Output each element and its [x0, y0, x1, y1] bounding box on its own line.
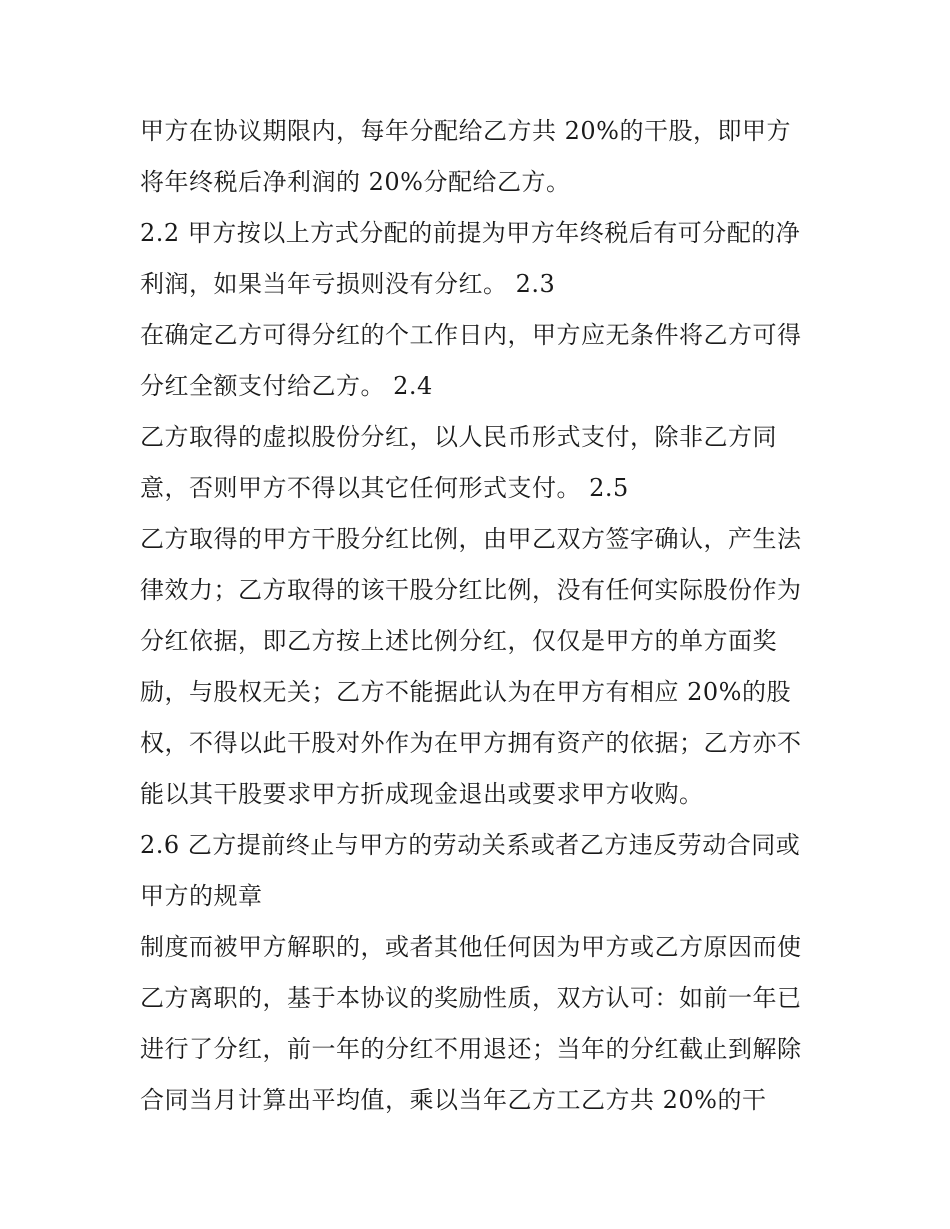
- text-line-12: 励，与股权无关；乙方不能据此认为在甲方有相应 20%的股: [140, 678, 791, 706]
- text-line-5: 在确定乙方可得分红的个工作日内，甲方应无条件将乙方可得: [140, 321, 802, 349]
- text-line-20: 合同当月计算出平均值，乘以当年乙方工乙方共 20%的干: [140, 1086, 767, 1114]
- text-line-6: 分红全额支付给乙方。 2.4: [140, 372, 433, 400]
- text-line-3: 2.2 甲方按以上方式分配的前提为甲方年终税后有可分配的净: [140, 219, 801, 247]
- text-line-15: 2.6 乙方提前终止与甲方的劳动关系或者乙方违反劳动合同或: [140, 831, 801, 859]
- text-line-17: 制度而被甲方解职的，或者其他任何因为甲方或乙方原因而使: [140, 933, 802, 961]
- text-line-19: 进行了分红，前一年的分红不用退还；当年的分红截止到解除: [140, 1035, 802, 1063]
- text-line-2: 将年终税后净利润的 20%分配给乙方。: [140, 168, 571, 196]
- text-line-8: 意，否则甲方不得以其它任何形式支付。 2.5: [140, 474, 629, 502]
- text-line-16: 甲方的规章: [140, 882, 263, 910]
- text-line-9: 乙方取得的甲方干股分红比例，由甲乙双方签字确认，产生法: [140, 525, 802, 553]
- text-line-14: 能以其干股要求甲方折成现金退出或要求甲方收购。: [140, 780, 704, 808]
- text-line-7: 乙方取得的虚拟股份分红，以人民币形式支付，除非乙方同: [140, 423, 777, 451]
- document-body: [140, 106, 840, 1126]
- text-line-11: 分红依据，即乙方按上述比例分红，仅仅是甲方的单方面奖: [140, 627, 777, 655]
- text-line-13: 权，不得以此干股对外作为在甲方拥有资产的依据；乙方亦不: [140, 729, 802, 757]
- text-line-10: 律效力；乙方取得的该干股分红比例，没有任何实际股份作为: [140, 576, 802, 604]
- text-line-18: 乙方离职的，基于本协议的奖励性质，双方认可：如前一年已: [140, 984, 802, 1012]
- text-line-4: 利润，如果当年亏损则没有分红。 2.3: [140, 270, 556, 298]
- text-line-1: 甲方在协议期限内，每年分配给乙方共 20%的干股，即甲方: [140, 117, 791, 145]
